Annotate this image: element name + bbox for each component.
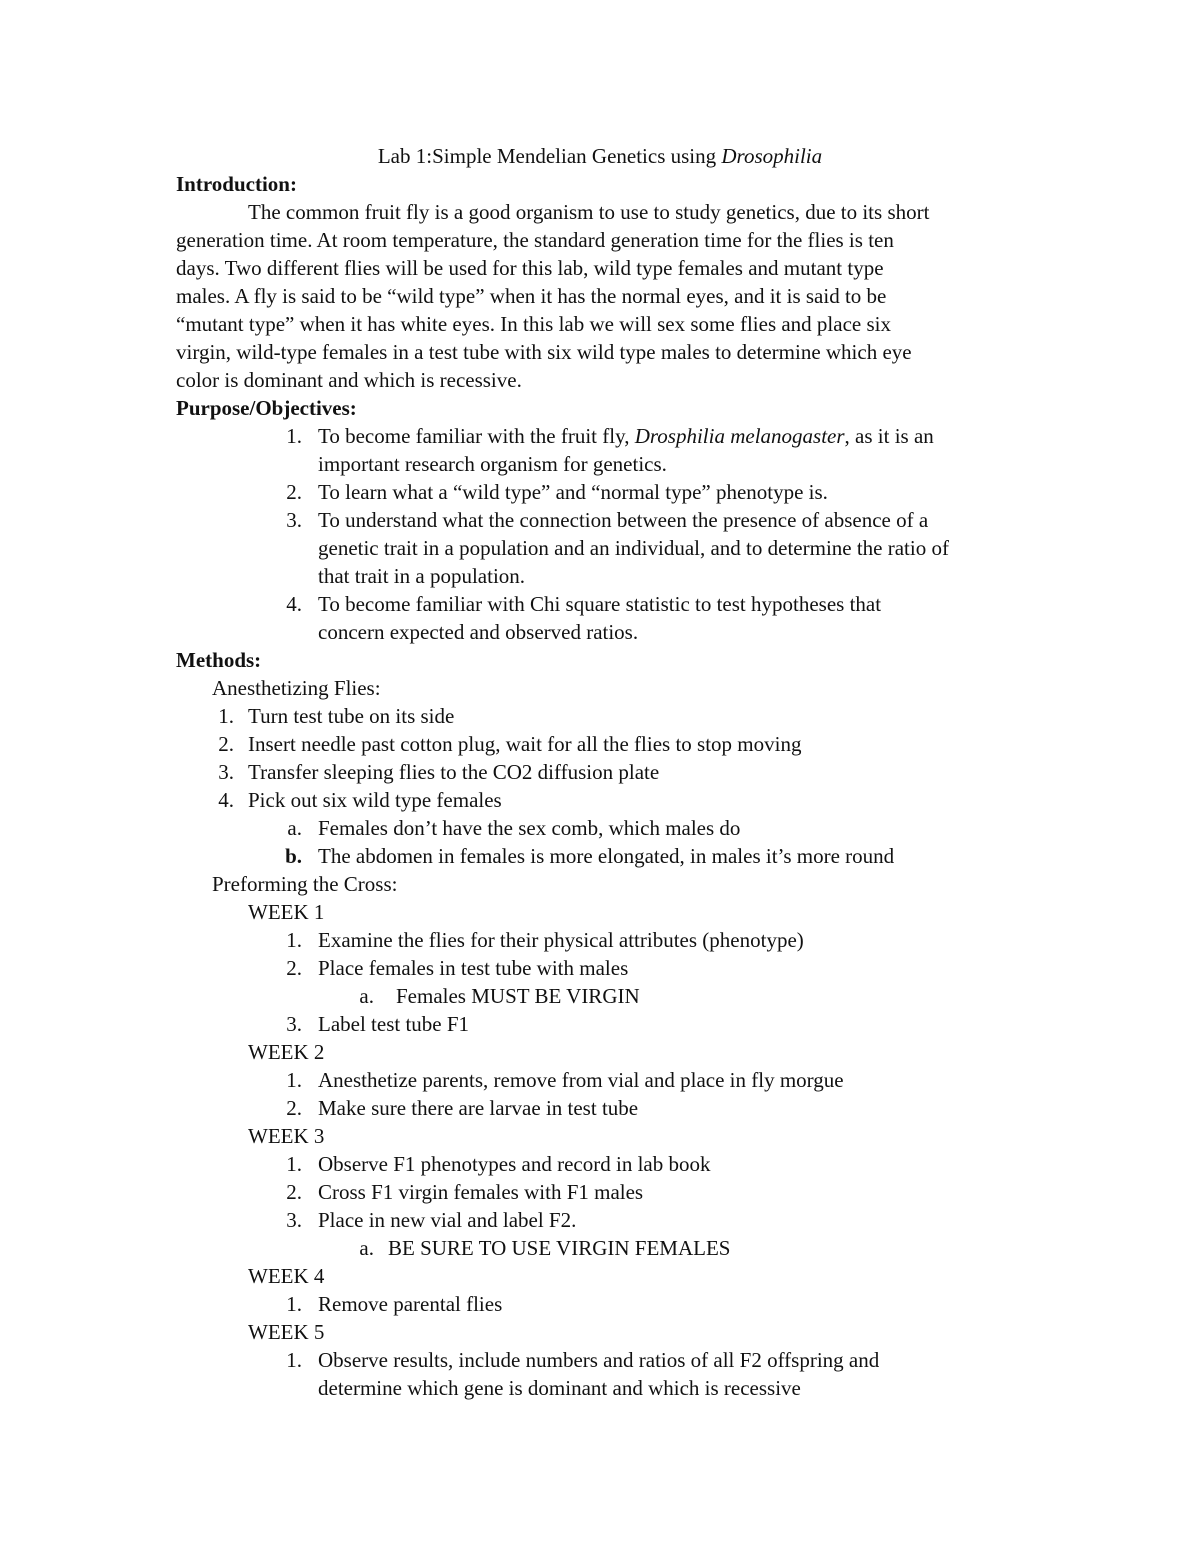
week-label: WEEK 3 bbox=[248, 1124, 325, 1148]
objectives-heading: Purpose/Objectives: bbox=[176, 396, 357, 420]
week-label: WEEK 1 bbox=[248, 900, 325, 924]
objective-text: , as it is an bbox=[844, 424, 934, 448]
objective-text: that trait in a population. bbox=[318, 564, 526, 588]
step-text: Anesthetize parents, remove from vial and place in fly morgue bbox=[318, 1068, 844, 1092]
step-number: 3. bbox=[286, 1012, 302, 1036]
objective-number: 3. bbox=[286, 508, 302, 532]
objective-text: important research organism for genetics. bbox=[318, 452, 667, 476]
step-text: Place females in test tube with males bbox=[318, 956, 629, 980]
anesthetizing-label: Anesthetizing Flies: bbox=[212, 676, 381, 700]
step-number: 2. bbox=[286, 1180, 302, 1204]
step-text: Examine the flies for their physical attributes (phenotype) bbox=[318, 928, 804, 952]
introduction-heading: Introduction: bbox=[176, 172, 297, 196]
step-number: 1. bbox=[286, 1152, 302, 1176]
intro-line: virgin, wild-type females in a test tube with six wild type males to determine which eye bbox=[176, 340, 912, 364]
substep-letter: a. bbox=[359, 984, 374, 1008]
cross-label: Preforming the Cross: bbox=[212, 872, 398, 896]
step-number: 3. bbox=[286, 1208, 302, 1232]
step-text: determine which gene is dominant and which is recessive bbox=[318, 1376, 801, 1400]
intro-line: generation time. At room temperature, the standard generation time for the flies is ten bbox=[176, 228, 894, 252]
title-italic: Drosophilia bbox=[721, 144, 823, 168]
methods-heading: Methods: bbox=[176, 648, 262, 672]
objective-text: To learn what a “wild type” and “normal type” phenotype is. bbox=[318, 480, 828, 504]
objective-number: 2. bbox=[286, 480, 302, 504]
week-label: WEEK 5 bbox=[248, 1320, 325, 1344]
intro-line: color is dominant and which is recessive. bbox=[176, 368, 522, 392]
week-label: WEEK 4 bbox=[248, 1264, 325, 1288]
substep-letter: a. bbox=[359, 1236, 374, 1260]
step-text: Pick out six wild type females bbox=[248, 788, 502, 812]
objective-number: 4. bbox=[286, 592, 302, 616]
step-text: Label test tube F1 bbox=[318, 1012, 470, 1036]
week-label: WEEK 2 bbox=[248, 1040, 325, 1064]
step-text: Cross F1 virgin females with F1 males bbox=[318, 1180, 644, 1204]
step-number: 1. bbox=[218, 704, 234, 728]
intro-line: The common fruit fly is a good organism to use to study genetics, due to its short bbox=[248, 200, 930, 224]
step-text: Make sure there are larvae in test tube bbox=[318, 1096, 639, 1120]
step-text: Place in new vial and label F2. bbox=[318, 1208, 577, 1232]
step-number: 1. bbox=[286, 928, 302, 952]
substep-text: Females don’t have the sex comb, which males do bbox=[318, 816, 741, 840]
step-number: 1. bbox=[286, 1292, 302, 1316]
step-text: Observe results, include numbers and ratios of all F2 offspring and bbox=[318, 1348, 880, 1372]
objective-text: To become familiar with Chi square statistic to test hypotheses that bbox=[318, 592, 882, 616]
step-text: Insert needle past cotton plug, wait for all the flies to stop moving bbox=[248, 732, 802, 756]
intro-line: “mutant type” when it has white eyes. In this lab we will sex some flies and place six bbox=[176, 312, 891, 336]
step-number: 4. bbox=[218, 788, 234, 812]
substep-letter: b. bbox=[285, 844, 302, 868]
step-text: Observe F1 phenotypes and record in lab book bbox=[318, 1152, 711, 1176]
objective-text: To become familiar with the fruit fly, bbox=[318, 424, 635, 448]
substep-letter: a. bbox=[287, 816, 302, 840]
step-number: 2. bbox=[286, 956, 302, 980]
objective-text: genetic trait in a population and an individual, and to determine the ratio of bbox=[318, 536, 949, 560]
intro-line: males. A fly is said to be “wild type” when it has the normal eyes, and it is said to be bbox=[176, 284, 887, 308]
step-text: Transfer sleeping flies to the CO2 diffusion plate bbox=[248, 760, 660, 784]
step-text: Turn test tube on its side bbox=[248, 704, 455, 728]
objective-text: concern expected and observed ratios. bbox=[318, 620, 639, 644]
objective-text: To understand what the connection between the presence of absence of a bbox=[318, 508, 929, 532]
step-number: 1. bbox=[286, 1348, 302, 1372]
step-number: 3. bbox=[218, 760, 234, 784]
substep-text: BE SURE TO USE VIRGIN FEMALES bbox=[388, 1236, 731, 1260]
intro-line: days. Two different flies will be used for this lab, wild type females and mutant type bbox=[176, 256, 884, 280]
step-number: 2. bbox=[286, 1096, 302, 1120]
step-number: 1. bbox=[286, 1068, 302, 1092]
step-number: 2. bbox=[218, 732, 234, 756]
document-title bbox=[0, 142, 1200, 170]
substep-text: The abdomen in females is more elongated, in males it’s more round bbox=[318, 844, 895, 868]
objective-number: 1. bbox=[286, 424, 302, 448]
title-text: Lab 1:Simple Mendelian Genetics using bbox=[377, 144, 722, 168]
step-text: Remove parental flies bbox=[318, 1292, 503, 1316]
species-name: Drosphilia melanogaster bbox=[634, 424, 845, 448]
substep-text: Females MUST BE VIRGIN bbox=[396, 984, 640, 1008]
objective-item bbox=[318, 422, 934, 450]
